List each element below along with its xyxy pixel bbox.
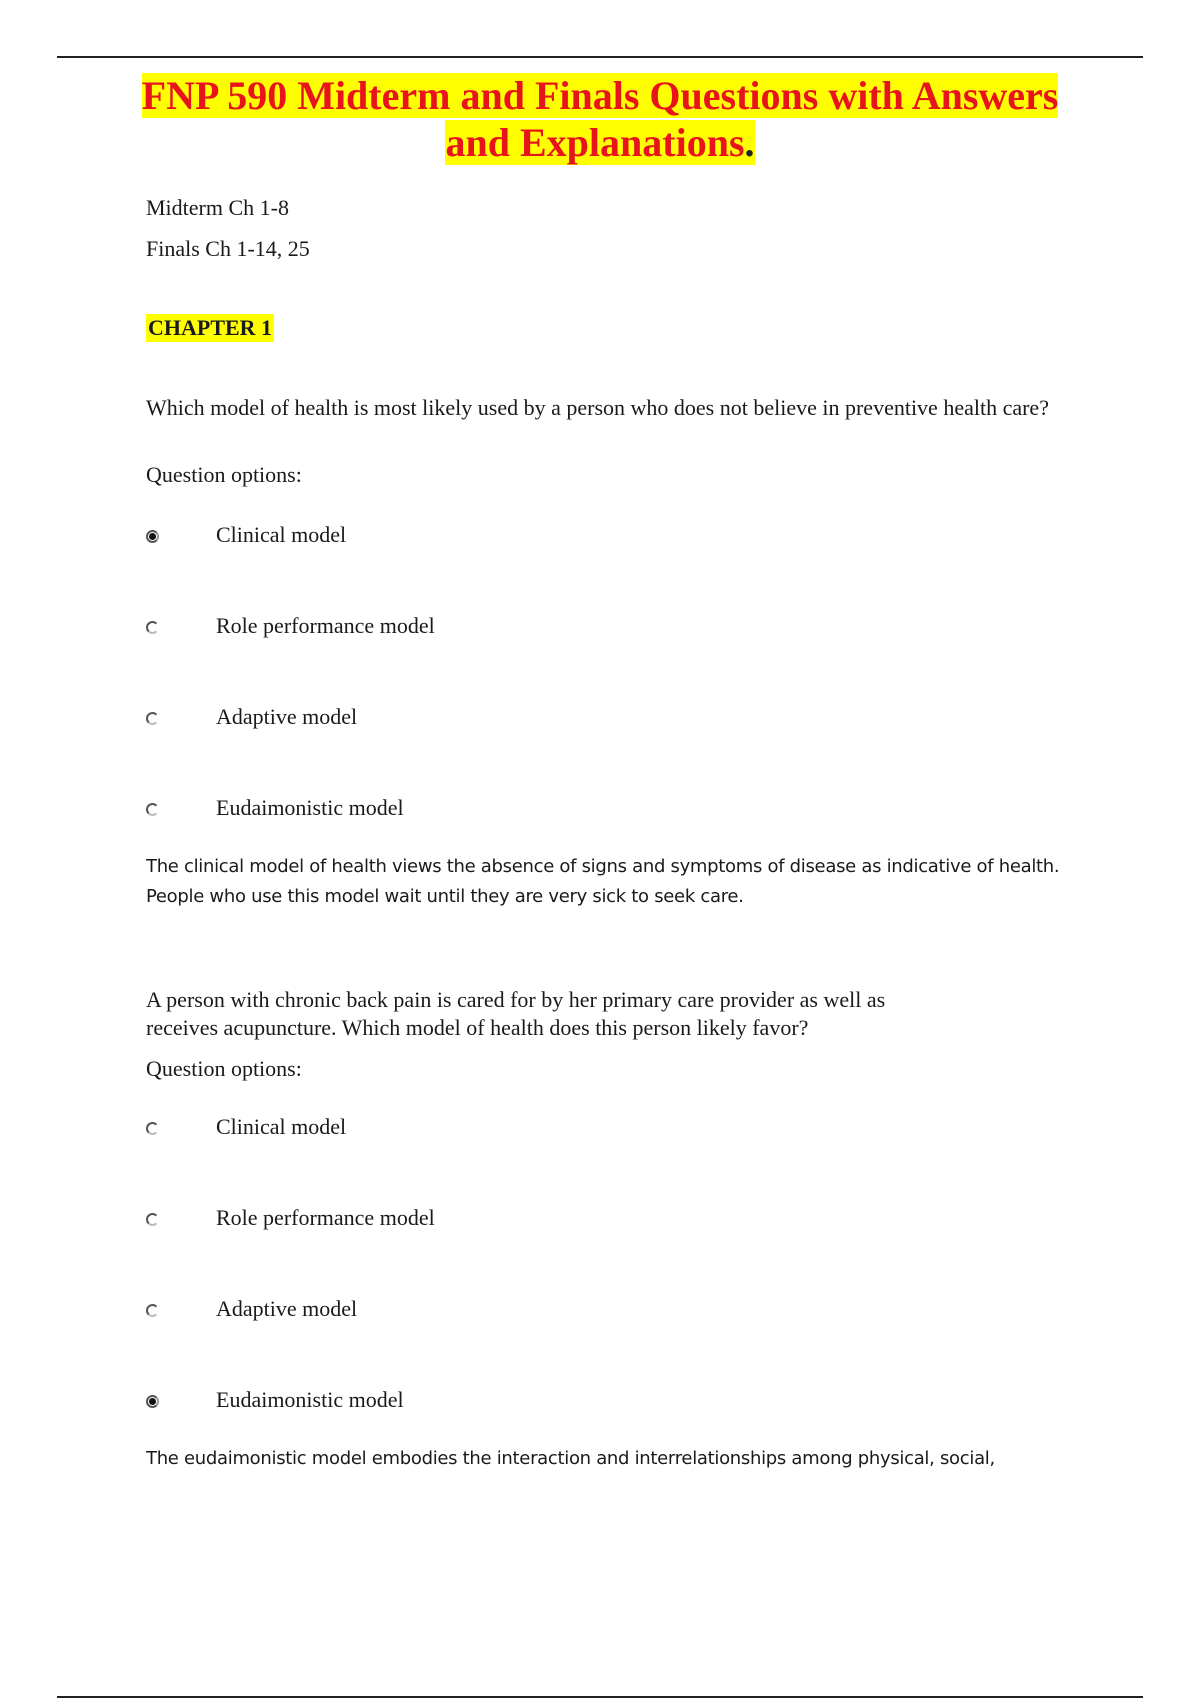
question-1-option-1[interactable]	[146, 520, 347, 550]
question-1-option-3[interactable]	[146, 702, 358, 732]
question-2-text	[146, 986, 1106, 1042]
option-label: Adaptive model	[216, 704, 358, 729]
option-label: Role performance model	[216, 1205, 435, 1230]
top-rule	[57, 56, 1143, 58]
question-1-explanation: The clinical model of health views the absence of signs and symptoms of disease as indicative of health. People who use this model wait until they are very sick to seek care.	[146, 856, 1060, 907]
title-line-2: and Explanations	[445, 120, 745, 165]
question-1-text: Which model of health is most likely used by a person who does not believe in preventive health care?	[146, 395, 1049, 420]
radio-selected-icon[interactable]	[146, 1395, 159, 1408]
question-1-option-2[interactable]	[146, 611, 435, 641]
option-label: Role performance model	[216, 613, 435, 638]
radio-icon[interactable]	[146, 712, 159, 725]
question-2-text-line-2: receives acupuncture. Which model of health does this person likely favor?	[146, 1015, 809, 1040]
radio-icon[interactable]	[146, 1304, 159, 1317]
option-label: Adaptive model	[216, 1296, 358, 1321]
radio-icon[interactable]	[146, 1213, 159, 1226]
title-line-1: FNP 590 Midterm and Finals Questions with Answers	[141, 73, 1059, 118]
midterm-chapters: Midterm Ch 1-8	[146, 195, 289, 220]
question-1-options-label: Question options:	[146, 462, 302, 487]
question-2-text-line-1: A person with chronic back pain is cared for by her primary care provider as well as	[146, 987, 886, 1012]
question-2-option-2[interactable]	[146, 1203, 435, 1233]
question-2-option-1[interactable]	[146, 1112, 347, 1142]
radio-icon[interactable]	[146, 803, 159, 816]
question-2-option-3[interactable]	[146, 1294, 358, 1324]
question-1-option-4[interactable]	[146, 793, 404, 823]
radio-icon[interactable]	[146, 1122, 159, 1135]
title-period: .	[744, 120, 755, 165]
option-label: Clinical model	[216, 1114, 347, 1139]
finals-chapters: Finals Ch 1-14, 25	[146, 236, 310, 261]
option-label: Eudaimonistic model	[216, 1387, 404, 1412]
document-title	[130, 72, 1070, 166]
option-label: Clinical model	[216, 522, 347, 547]
option-label: Eudaimonistic model	[216, 795, 404, 820]
radio-selected-icon[interactable]	[146, 530, 159, 543]
chapter-heading: CHAPTER 1	[148, 315, 273, 340]
question-2-explanation: The eudaimonistic model embodies the interaction and interrelationships among physical, social,	[146, 1448, 995, 1469]
question-2-options-label: Question options:	[146, 1056, 302, 1081]
radio-icon[interactable]	[146, 621, 159, 634]
question-2-option-4[interactable]	[146, 1385, 404, 1415]
bottom-rule	[57, 1696, 1143, 1698]
